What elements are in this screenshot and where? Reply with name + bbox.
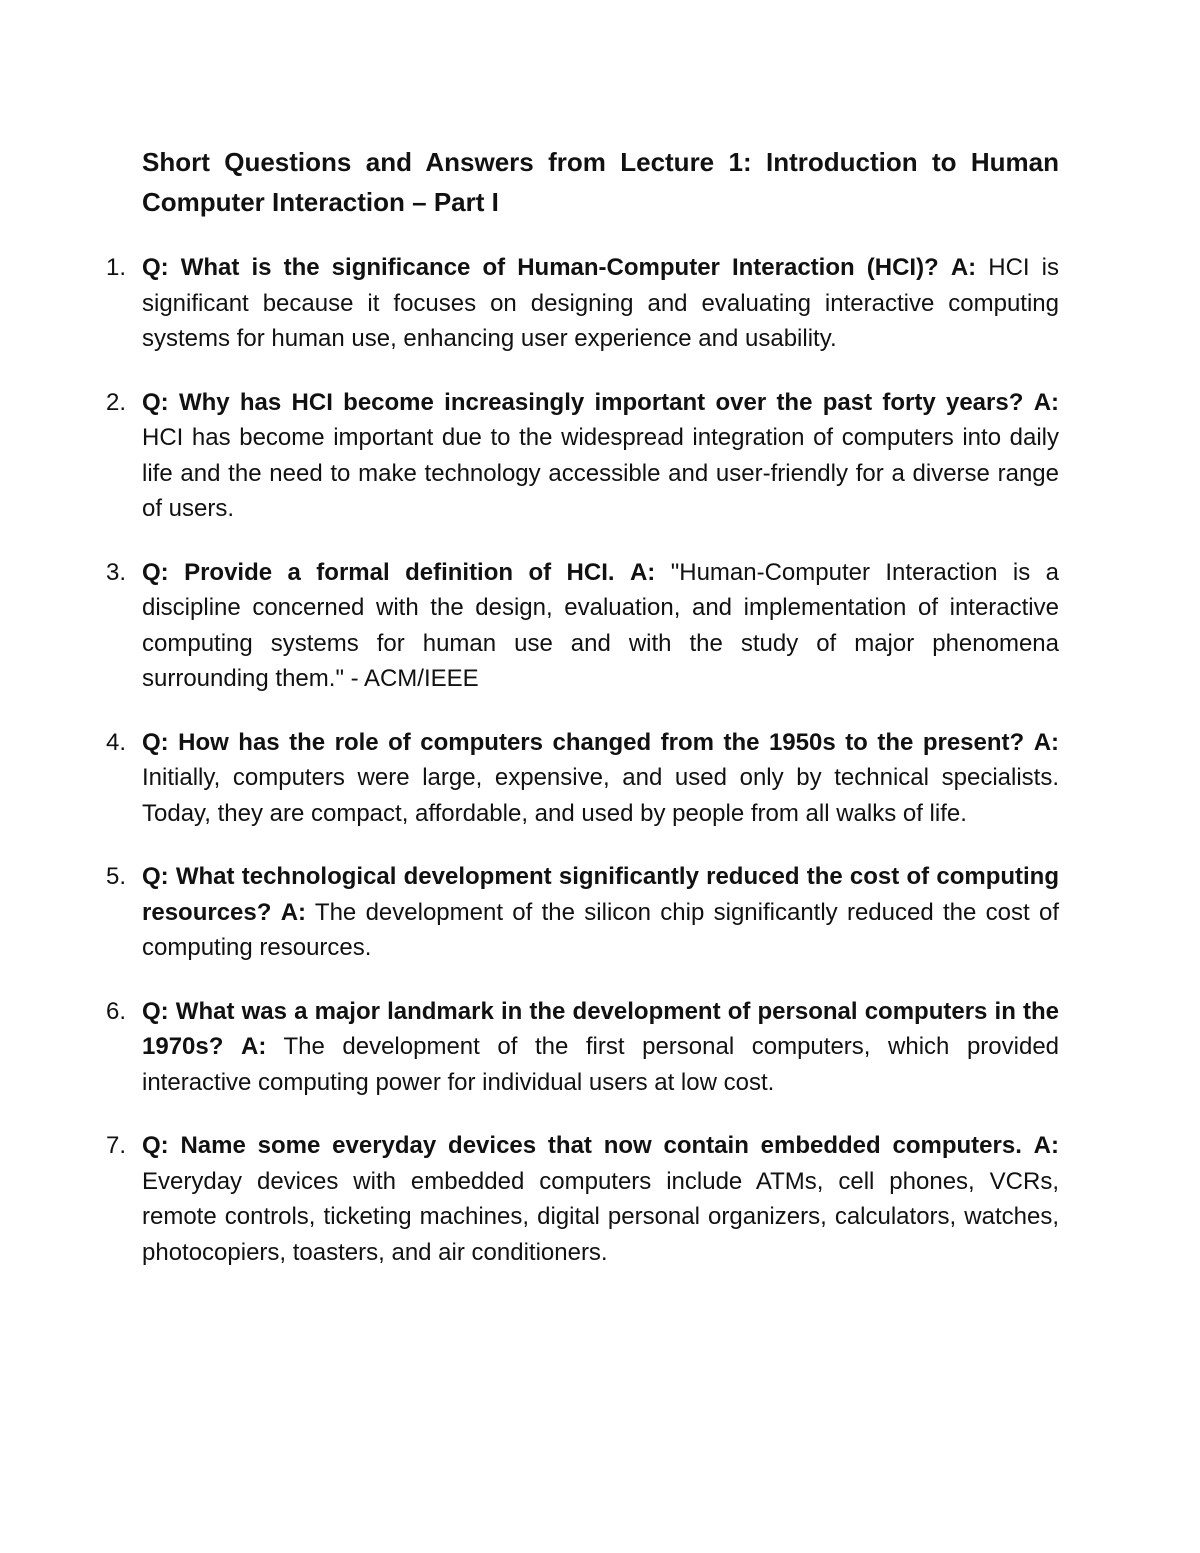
answer-label: A: — [280, 898, 307, 926]
qa-item — [106, 555, 1059, 697]
answer-text: Initially, computers were large, expensive, and used only by technical specialists. Today, they are compact, affordable, and used by people from all walks of life. — [142, 764, 1059, 827]
qa-item — [106, 859, 1060, 966]
qa-item — [106, 725, 1060, 832]
item-number: 7. — [106, 1132, 127, 1159]
answer-text: HCI has become important due to the widespread integration of computers into daily life and the need to make technology accessible and user-friendly for a diverse range of users. — [142, 424, 1059, 522]
document-title: Short Questions and Answers from Lecture 1: Introduction to Human Computer Interaction – Part I — [142, 147, 1059, 217]
question-text: Q: What was a major landmark in the development of personal computers in the 1970s? — [142, 997, 1059, 1060]
question-text: Q: Why has HCI become increasingly important over the past forty years? — [142, 388, 1024, 416]
item-number: 5. — [106, 863, 127, 890]
item-number: 2. — [106, 388, 127, 416]
answer-label: A: — [1033, 1132, 1059, 1159]
question-text: Q: What technological development significantly reduced the cost of computing resources? — [142, 863, 1059, 926]
item-number: 4. — [106, 728, 127, 756]
question-text: Q: Name some everyday devices that now contain embedded computers. — [142, 1132, 1022, 1159]
qa-item — [106, 1128, 1059, 1270]
question-text: Q: What is the significance of Human-Computer Interaction (HCI)? — [142, 254, 939, 281]
answer-label: A: — [240, 1033, 267, 1060]
document-content — [106, 142, 1060, 1298]
qa-item — [106, 994, 1060, 1101]
item-number: 6. — [106, 997, 127, 1025]
item-number: 3. — [106, 558, 127, 586]
answer-text: Everyday devices with embedded computers include ATMs, cell phones, VCRs, remote controls, ticketing machines, digital personal organizers, calculators, watches, photocopiers, toasters, and air conditioners. — [142, 1167, 1059, 1266]
qa-list — [106, 250, 1060, 1270]
answer-text: The development of the first personal computers, which provided interactive computing power for individual users at low cost. — [142, 1033, 1060, 1096]
question-text: Q: How has the role of computers changed from the 1950s to the present? — [142, 728, 1025, 756]
answer-text: HCI is significant because it focuses on designing and evaluating interactive computing systems for human use, enhancing user experience and usability. — [142, 254, 1059, 352]
question-text: Q: Provide a formal definition of HCI. — [142, 558, 615, 586]
answer-label: A: — [950, 254, 977, 281]
answer-text: The development of the silicon chip significantly reduced the cost of computing resources. — [142, 898, 1060, 961]
answer-label: A: — [629, 558, 656, 586]
answer-label: A: — [1033, 388, 1060, 416]
item-number: 1. — [106, 254, 127, 281]
answer-label: A: — [1033, 728, 1060, 756]
qa-item — [106, 250, 1059, 357]
qa-item — [106, 385, 1060, 527]
answer-text: "Human-Computer Interaction is a discipline concerned with the design, evaluation, and implementation of interactive computing systems for human use and with the study of major phenomena surrounding them." - ACM/IEEE — [142, 558, 1059, 692]
